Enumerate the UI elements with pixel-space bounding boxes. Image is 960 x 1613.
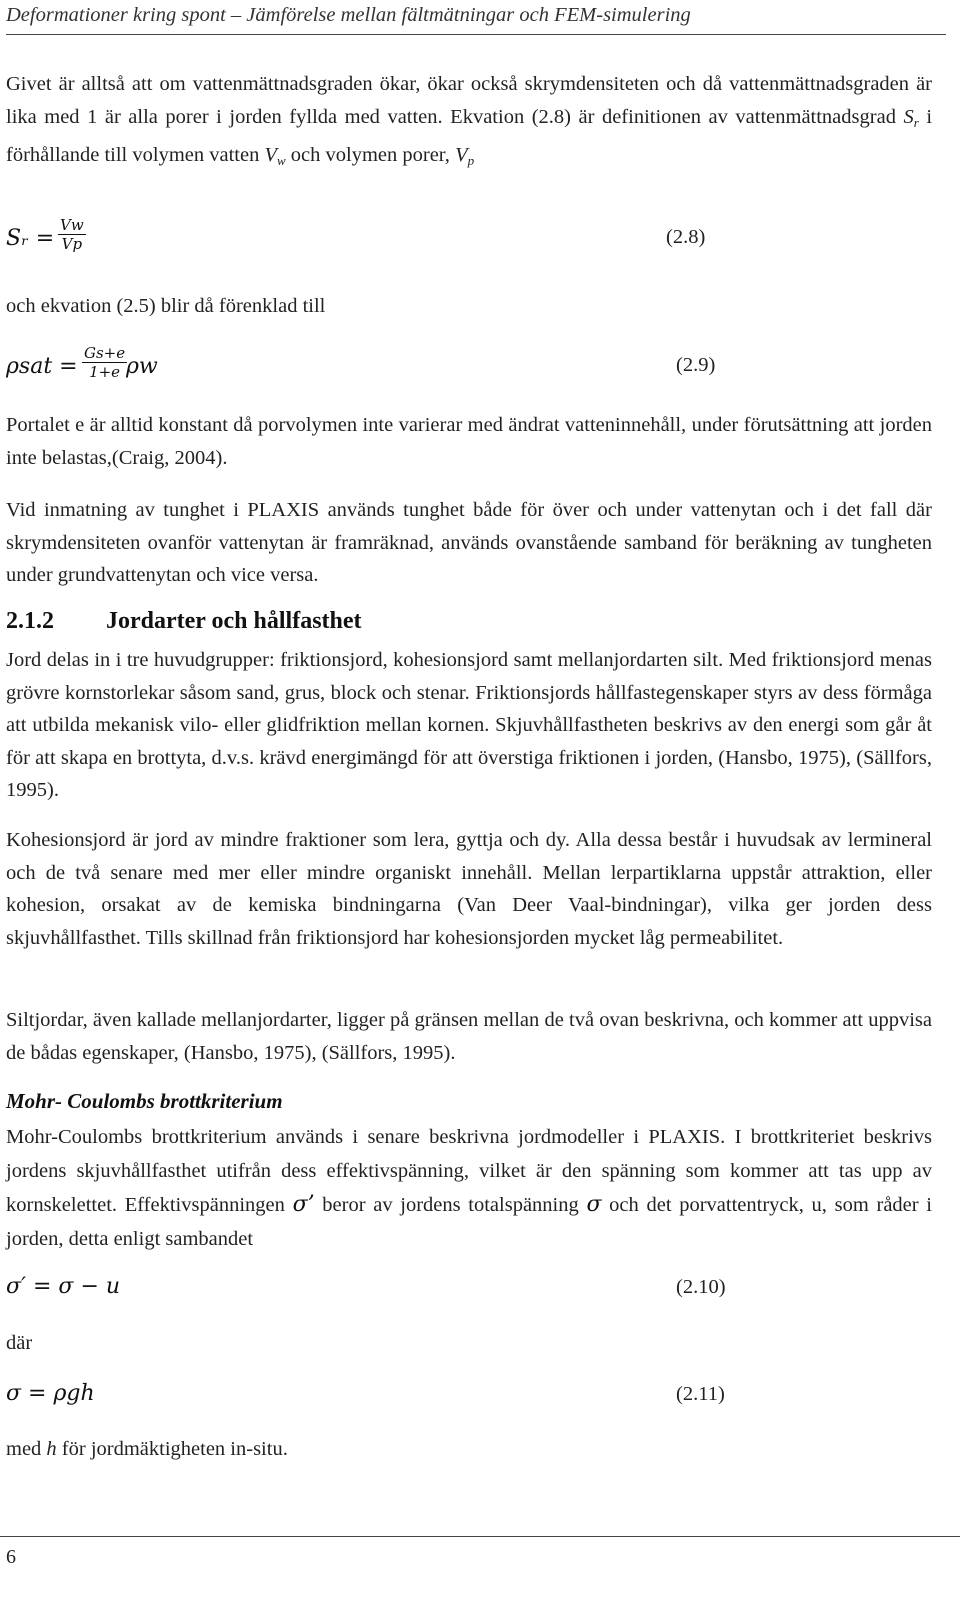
eq29-ref: (2.9): [676, 354, 716, 376]
eq210-expression: σ′ = σ − u: [6, 1274, 121, 1299]
eq29-lhs: ρsat =: [6, 354, 78, 379]
math-sigma-prime: σ’: [292, 1192, 315, 1217]
paragraph-h-definition: [6, 1433, 932, 1466]
paragraph-siltjordar: Siltjordar, även kallade mellanjordarter, ligger på gränsen mellan de två ovan beskrivna, och kommer att uppvisa de bådas egenskaper, (Hansbo, 1975), (Sällfors, 1995).: [6, 1009, 932, 1064]
section-title: Jordarter och hållfasthet: [106, 608, 362, 634]
eq29-fraction: [82, 344, 127, 381]
math-sigma: σ: [586, 1192, 602, 1217]
eq28-ref: (2.8): [666, 226, 706, 248]
eq29-numerator: Gs+e: [84, 344, 126, 362]
equation-2-9: [6, 340, 932, 400]
paragraph-friktionsjord: Jord delas in i tre huvudgrupper: friktionsjord, kohesionsjord samt mellanjordarten silt. Med friktionsjord menas grövre kornstorlekar såsom sand, grus, block och stenar. Friktionsjords hållfastegenskaper styrs av dess förmåga att utbilda mekanisk vilo- eller glidfriktion mellan kornen. Skjuvhållfastheten beskrivs av den energi som går åt för att skapa en brottyta, d.v.s. krävd energimängd för att överstiga friktionen i jorden, (Hansbo, 1975), (Sällfors, 1995).: [6, 649, 932, 801]
text-p8-a: Mohr-Coulombs brottkriterium används i senare beskrivna jordmodeller i PLAXIS. I brottkriteriet beskrivs jordens skjuvhållfasthet utifrån dess effektivspänning, vilket är den spänning som kommer att tas upp av kornskelettet. Effektivspänningen: [6, 1126, 932, 1216]
text-p10-post: för jordmäktigheten in-situ.: [56, 1438, 288, 1460]
math-v-w: $V_w$: [264, 144, 286, 168]
section-heading: [6, 608, 362, 635]
eq28-lhs: Sᵣ =: [6, 226, 55, 251]
text-p8-c: och det porvattentryck, u, som råder i jorden, detta enligt sambandet: [6, 1194, 932, 1250]
text-p1-end: och volymen porer,: [285, 144, 450, 166]
eq28-denominator: Vp: [61, 235, 83, 253]
equation-2-10: [6, 1272, 932, 1332]
section-number: 2.1.2: [6, 608, 54, 634]
text-p1-mid: i förhållande till volymen vatten: [6, 105, 933, 166]
paragraph-plaxis-tunghet: Vid inmatning av tunghet i PLAXIS används tunghet både för över och under vattenytan och i det fall där skrymdensiteten ovanför vattenytan är framräknad, används ovanstående samband för beräkning av tungheten under grundvattenytan och vice versa.: [6, 499, 932, 586]
eq29-rhs: ρw: [126, 354, 158, 379]
math-h: h: [46, 1438, 57, 1460]
text-p10-pre: med: [6, 1438, 47, 1460]
math-v-p: $V_p$: [455, 144, 475, 168]
eq28-fraction: [58, 216, 86, 253]
eq29-denominator: 1+e: [89, 363, 121, 381]
text-p8-b: beror av jordens totalspänning: [314, 1194, 587, 1216]
running-header: Deformationer kring spont – Jämförelse mellan fältmätningar och FEM-simulering: [6, 2, 946, 35]
paragraph-kohesionsjord: Kohesionsjord är jord av mindre fraktioner som lera, gyttja och dy. Alla dessa består i huvudsak av lermineral och de två senare med mer eller mindre organiskt innehåll. Mellan lerpartiklarna uppstår attraktion, eller kohesion, orsakat av de kemiska bindningarna (Van Deer Vaal-bindningar), vilka ger jorden dess skjuvhållfasthet. Tills skillnad från friktionsjord har kohesionsjorden mycket låg permeabilitet.: [6, 829, 932, 949]
eq211-ref: (2.11): [676, 1383, 725, 1405]
paragraph-simplified: och ekvation (2.5) blir då förenklad till: [6, 295, 326, 317]
paragraph-mohr-coulomb: [6, 1120, 932, 1256]
footer-rule: [0, 1536, 960, 1537]
paragraph-dar: där: [6, 1332, 33, 1354]
paragraph-portalet: Portalet e är alltid konstant då porvolymen inte varierar med ändrat vatteninnehåll, under förutsättning att jorden inte belastas,(Craig, 2004).: [6, 414, 932, 469]
paragraph-saturation-intro: [6, 68, 932, 178]
page-number: 6: [6, 1546, 16, 1568]
eq28-numerator: Vw: [60, 216, 84, 234]
eq210-ref: (2.10): [676, 1276, 726, 1298]
equation-2-11: [6, 1379, 932, 1439]
math-s-r: $S_r$: [903, 105, 919, 130]
subheading-mohr-coulomb: Mohr- Coulombs brottkriterium: [6, 1089, 283, 1113]
eq211-expression: σ = ρgh: [6, 1381, 95, 1406]
equation-2-8: [6, 212, 932, 272]
text-p1-start: Givet är alltså att om vattenmättnadsgraden ökar, ökar också skrymdensiteten och då vattenmättnadsgraden är lika med 1 är alla porer i jorden fyllda med vatten. Ekvation (2.8) är definitionen av vattenmättnadsgrad: [6, 73, 932, 128]
